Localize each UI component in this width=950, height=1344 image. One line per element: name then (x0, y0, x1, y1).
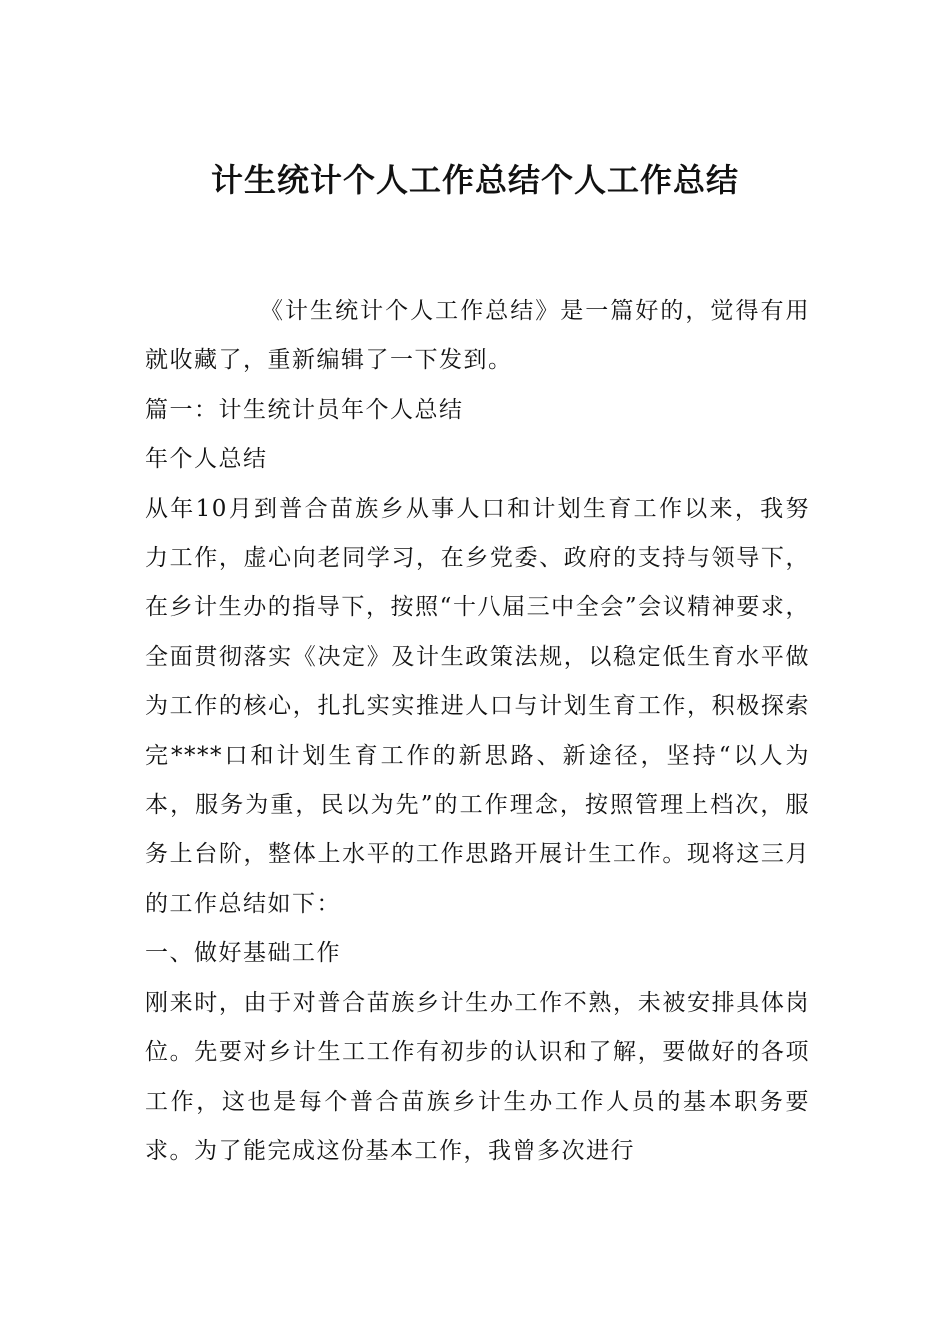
section-heading-1: 一、做好基础工作 (145, 940, 341, 967)
document-title: 计生统计个人工作总结个人工作总结 (210, 161, 739, 199)
intro-paragraph: 《计生统计个人工作总结》是一篇好的，觉得有用就收藏了，重新编辑了一下发到。 (145, 298, 810, 374)
body-paragraph-2: 刚来时，由于对普合苗族乡计生办工作不熟，未被安排具体岗位。先要对乡计生工工作有初步的认识和了解，要做好的各项工作，这也是每个普合苗族乡计生办工作人员的基本职务要求。为了能完成这份基本工作，我曾多次进行 (145, 989, 810, 1164)
document-body (145, 287, 810, 1176)
body-paragraph-1: 从年10月到普合苗族乡从事人口和计划生育工作以来，我努力工作，虚心向老同学习，在乡党委、政府的支持与领导下，在乡计生办的指导下，按照“十八届三中全会”会议精神要求，全面贯彻落实《决定》及计生政策法规，以稳定低生育水平做为工作的核心，扎扎实实推进人口与计划生育工作，积极探索完****口和计划生育工作的新思路、新途径，坚持“以人为本，服务为重，民以为先”的工作理念，按照管理上档次，服务上台阶，整体上水平的工作思路开展计生工作。现将这三月的工作总结如下： (145, 495, 810, 917)
sub-heading: 年个人总结 (145, 446, 268, 473)
part-heading: 篇一：计生统计员年个人总结 (145, 396, 464, 423)
